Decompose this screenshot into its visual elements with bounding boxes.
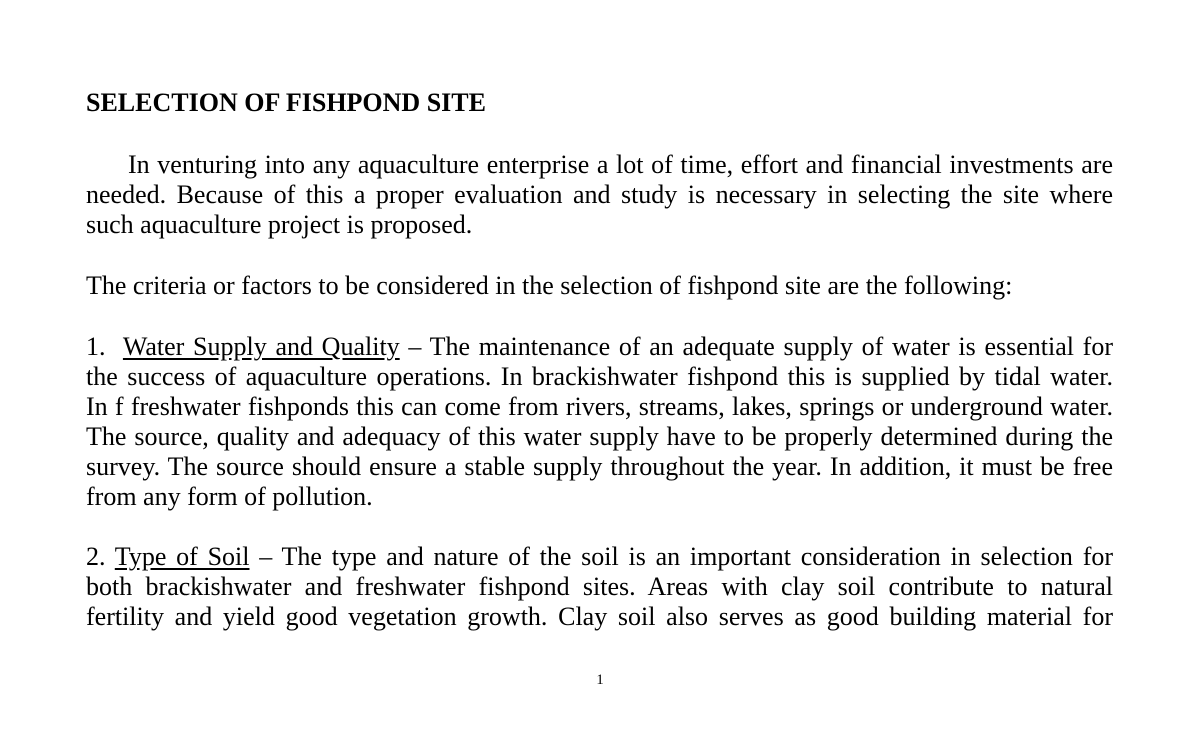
criterion-text: – The maintenance of an adequate supply of water is essential for — [399, 332, 1113, 361]
criterion-item-1-first-line — [86, 330, 1113, 364]
intro-line: In venturing into any aquaculture enterprise a lot of time, effort and financial investments are — [128, 150, 1113, 179]
document-title: SELECTION OF FISHPOND SITE — [86, 88, 486, 117]
criterion-heading: Water Supply and Quality — [122, 332, 400, 361]
criterion-line: The source, quality and adequacy of this water supply have to be properly determined during the — [86, 422, 1113, 451]
page-number: 1 — [596, 672, 604, 688]
criterion-heading: Type of Soil — [114, 542, 250, 571]
criterion-line: the success of aquaculture operations. In brackishwater fishpond this is supplied by tidal water. — [86, 362, 1113, 391]
criterion-line: fertility and yield good vegetation growth. Clay soil also serves as good building material for — [86, 602, 1113, 631]
intro-line: needed. Because of this a proper evaluation and study is necessary in selecting the site where — [86, 180, 1113, 209]
criterion-number: 2. — [86, 542, 106, 571]
criterion-line: from any form of pollution. — [86, 482, 373, 511]
criterion-line: both brackishwater and freshwater fishpond sites. Areas with clay soil contribute to natural — [86, 572, 1113, 601]
criterion-text: – The type and nature of the soil is an important consideration in selection for — [249, 542, 1113, 571]
intro-line: such aquaculture project is proposed. — [86, 210, 473, 239]
criterion-item-2-first-line — [86, 540, 1113, 574]
criterion-line: In f freshwater fishponds this can come from rivers, streams, lakes, springs or underground water. — [86, 392, 1113, 421]
criterion-number: 1. — [86, 332, 106, 361]
criteria-intro: The criteria or factors to be considered in the selection of fishpond site are the following: — [86, 271, 1013, 300]
criterion-line: survey. The source should ensure a stable supply throughout the year. In addition, it must be free — [86, 452, 1113, 481]
